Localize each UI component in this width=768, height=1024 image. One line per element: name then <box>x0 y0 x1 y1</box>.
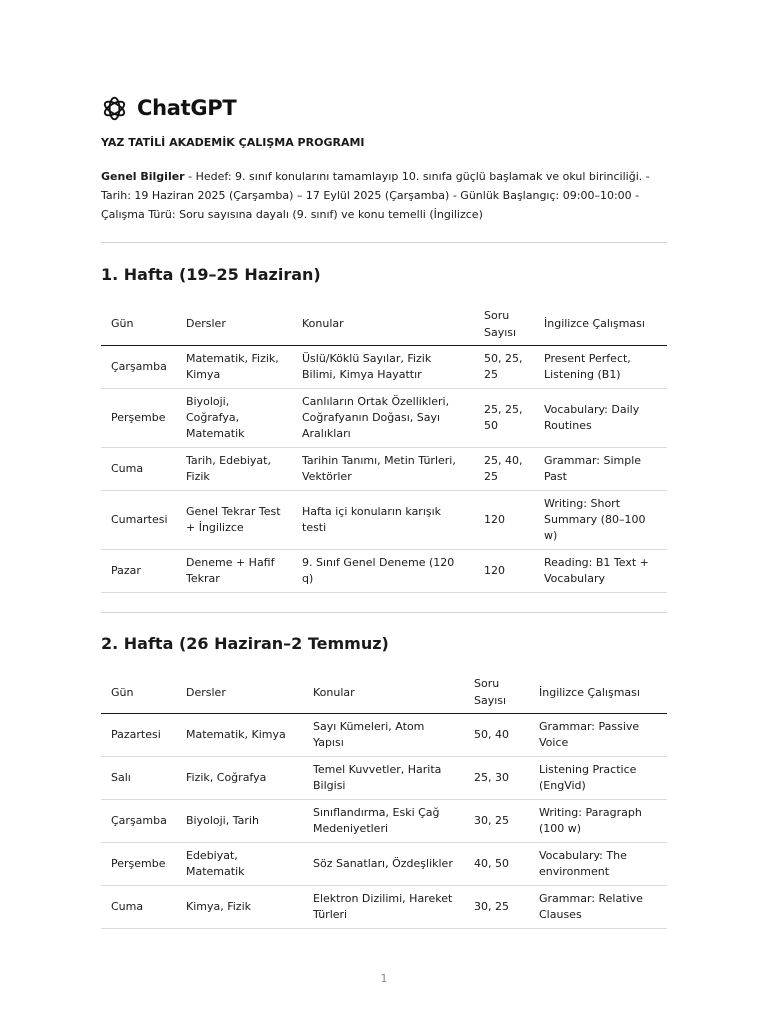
cell-english: Grammar: Relative Clauses <box>529 886 667 929</box>
cell-english: Vocabulary: Daily Routines <box>534 388 667 447</box>
table-row <box>101 490 667 549</box>
section-heading-week-2: 2. Hafta (26 Haziran–2 Temmuz) <box>101 633 389 653</box>
cell-subjects: Biyoloji, Coğrafya, Matematik <box>176 388 292 447</box>
table-row <box>101 714 667 757</box>
cell-topics: Temel Kuvvetler, Harita Bilgisi <box>303 757 464 800</box>
cell-english: Grammar: Passive Voice <box>529 714 667 757</box>
cell-subjects: Deneme + Hafif Tekrar <box>176 549 292 592</box>
document-title: YAZ TATİLİ AKADEMİK ÇALIŞMA PROGRAMI <box>101 136 365 149</box>
table-header-row <box>101 672 667 714</box>
cell-day: Salı <box>101 757 176 800</box>
cell-question-count: 25, 30 <box>464 757 529 800</box>
cell-question-count: 50, 25, 25 <box>474 345 534 388</box>
column-header: İngilizce Çalışması <box>534 303 667 345</box>
cell-topics: Üslü/Köklü Sayılar, Fizik Bilimi, Kimya Hayattır <box>292 345 474 388</box>
brand-name: ChatGPT <box>137 96 237 120</box>
cell-topics: Sayı Kümeleri, Atom Yapısı <box>303 714 464 757</box>
cell-english: Writing: Paragraph (100 w) <box>529 800 667 843</box>
cell-topics: Hafta içi konuların karışık testi <box>292 490 474 549</box>
cell-english: Vocabulary: The environment <box>529 843 667 886</box>
column-header: Konular <box>292 303 474 345</box>
cell-english: Listening Practice (EngVid) <box>529 757 667 800</box>
cell-question-count: 25, 40, 25 <box>474 447 534 490</box>
column-header: Dersler <box>176 672 303 714</box>
table-row <box>101 800 667 843</box>
cell-question-count: 50, 40 <box>464 714 529 757</box>
brand-header <box>101 94 667 122</box>
column-header: Gün <box>101 303 176 345</box>
cell-day: Cumartesi <box>101 490 176 549</box>
cell-english: Reading: B1 Text + Vocabulary <box>534 549 667 592</box>
cell-day: Çarşamba <box>101 345 176 388</box>
divider <box>101 612 667 613</box>
schedule-table-week-1 <box>101 303 667 593</box>
cell-subjects: Biyoloji, Tarih <box>176 800 303 843</box>
table-row <box>101 843 667 886</box>
intro-text: - Hedef: 9. sınıf konularını tamamlayıp 10. sınıfa güçlü başlamak ve okul birinciliği. - Tarih: 19 Haziran 2025 (Çarşamba) – 17 Eylül 2025 (Çarşamba) - Günlük Başlangıç: 09:00–10:00 - Çalışma Türü: Soru sayısına dayalı (9. sınıf) ve konu temelli (İngilizce) <box>101 170 650 221</box>
column-header: Soru Sayısı <box>464 672 529 714</box>
page-number: 1 <box>380 972 388 985</box>
cell-day: Perşembe <box>101 388 176 447</box>
column-header: Dersler <box>176 303 292 345</box>
cell-subjects: Edebiyat, Matematik <box>176 843 303 886</box>
cell-question-count: 30, 25 <box>464 886 529 929</box>
column-header: Konular <box>303 672 464 714</box>
cell-subjects: Kimya, Fizik <box>176 886 303 929</box>
cell-subjects: Matematik, Kimya <box>176 714 303 757</box>
table-row <box>101 549 667 592</box>
table-row <box>101 447 667 490</box>
cell-topics: 9. Sınıf Genel Deneme (120 q) <box>292 549 474 592</box>
cell-question-count: 30, 25 <box>464 800 529 843</box>
cell-english: Writing: Short Summary (80–100 w) <box>534 490 667 549</box>
cell-question-count: 25, 25, 50 <box>474 388 534 447</box>
table-row <box>101 757 667 800</box>
cell-english: Grammar: Simple Past <box>534 447 667 490</box>
intro-label: Genel Bilgiler <box>101 170 185 183</box>
cell-day: Pazartesi <box>101 714 176 757</box>
column-header: Gün <box>101 672 176 714</box>
cell-day: Cuma <box>101 447 176 490</box>
cell-english: Present Perfect, Listening (B1) <box>534 345 667 388</box>
table-header-row <box>101 303 667 345</box>
cell-day: Pazar <box>101 549 176 592</box>
cell-question-count: 120 <box>474 490 534 549</box>
cell-day: Cuma <box>101 886 176 929</box>
column-header: Soru Sayısı <box>474 303 534 345</box>
cell-subjects: Genel Tekrar Test + İngilizce <box>176 490 292 549</box>
cell-subjects: Matematik, Fizik, Kimya <box>176 345 292 388</box>
cell-topics: Sınıflandırma, Eski Çağ Medeniyetleri <box>303 800 464 843</box>
cell-topics: Tarihin Tanımı, Metin Türleri, Vektörler <box>292 447 474 490</box>
cell-question-count: 40, 50 <box>464 843 529 886</box>
column-header: İngilizce Çalışması <box>529 672 667 714</box>
section-heading-week-1: 1. Hafta (19–25 Haziran) <box>101 265 321 284</box>
intro-paragraph <box>101 167 667 224</box>
cell-subjects: Tarih, Edebiyat, Fizik <box>176 447 292 490</box>
cell-day: Çarşamba <box>101 800 176 843</box>
divider <box>101 242 667 243</box>
cell-day: Perşembe <box>101 843 176 886</box>
cell-topics: Canlıların Ortak Özellikleri, Coğrafyanın Doğası, Sayı Aralıkları <box>292 388 474 447</box>
cell-topics: Söz Sanatları, Özdeşlikler <box>303 843 464 886</box>
table-row <box>101 886 667 929</box>
document-page <box>101 94 667 929</box>
table-row <box>101 388 667 447</box>
schedule-table-week-2 <box>101 672 667 930</box>
cell-topics: Elektron Dizilimi, Hareket Türleri <box>303 886 464 929</box>
cell-question-count: 120 <box>474 549 534 592</box>
openai-logo-icon <box>101 95 128 122</box>
cell-subjects: Fizik, Coğrafya <box>176 757 303 800</box>
table-row <box>101 345 667 388</box>
